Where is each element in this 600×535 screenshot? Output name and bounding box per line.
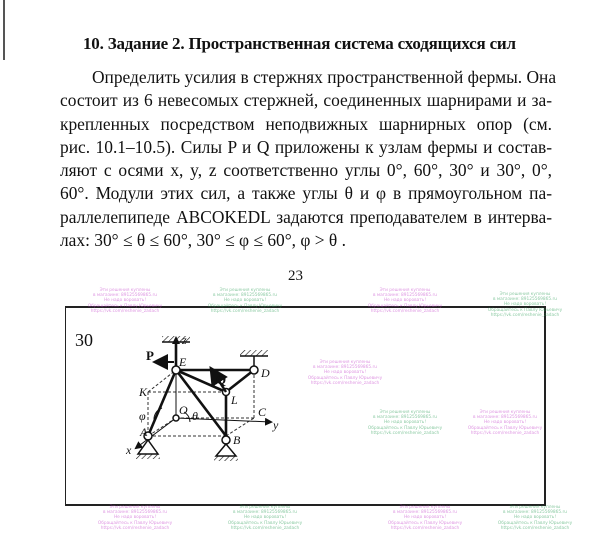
watermark-stamp: Эти решения куплены в магазине: 89125569865.ru Не надо воровать! Обращайтесь к Павлу Юрьевичу https://vk.com/reshenie_zadach	[207, 288, 283, 314]
watermark-stamp: Эти решения куплены в магазине: 89125569865.ru Не надо воровать! Обращайтесь к Павлу Юрьевичу https://vk.com/reshenie_zadach	[87, 288, 163, 314]
label-e: E	[179, 355, 187, 369]
paragraph-line: раллелепипеде ABCOKEDL задаются преподавателем в интерва-	[60, 206, 552, 227]
page-number: 23	[288, 268, 303, 284]
paragraph-line: 60°. Модули этих сил, а также углы θ и φ в прямоугольном па-	[60, 183, 552, 204]
scan-edge-line	[3, 0, 5, 60]
label-z: z	[182, 333, 187, 347]
watermark-stamp: Эти решения куплены в магазине: 89125569865.ru Не надо воровать! Обращайтесь к Павлу Юрьевичу https://vk.com/reshenie_zadach	[307, 360, 383, 386]
watermark-stamp: Эти решения куплены в магазине: 89125569865.ru Не надо воровать! Обращайтесь к Павлу Юрьевичу https://vk.com/reshenie_zadach	[97, 505, 173, 531]
figure-number: 30	[75, 330, 93, 350]
paragraph-line: лах: 30° ≤ θ ≤ 60°, 30° ≤ φ ≤ 60°, φ > θ .	[60, 230, 346, 251]
paragraph-line: ляют с осями x, y, z соответственно углы 0°, 60°, 30° и 30°, 0°,	[60, 160, 552, 181]
label-b: B	[233, 433, 241, 447]
label-theta: θ	[192, 409, 198, 423]
label-p: P	[146, 348, 154, 363]
label-q: Q	[216, 372, 227, 387]
truss-rods	[148, 342, 254, 436]
watermark-stamp: Эти решения куплены в магазине: 89125569865.ru Не надо воровать! Обращайтесь к Павлу Юрьевичу https://vk.com/reshenie_zadach	[467, 410, 543, 436]
truss-diagram	[66, 308, 544, 504]
watermark-stamp: Эти решения куплены в магазине: 89125569865.ru Не надо воровать! Обращайтесь к Павлу Юрьевичу https://vk.com/reshenie_zadach	[387, 505, 463, 531]
label-y: y	[273, 418, 279, 432]
paragraph-line: Определить усилия в стержнях пространственной фермы. Она	[92, 67, 557, 87]
watermark-stamp: Эти решения куплены в магазине: 89125569865.ru Не надо воровать! Обращайтесь к Павлу Юрьевичу https://vk.com/reshenie_zadach	[487, 292, 563, 318]
label-c: C	[258, 405, 267, 419]
label-o: O	[179, 403, 188, 417]
label-phi: φ	[139, 409, 146, 423]
label-d: D	[261, 366, 270, 380]
label-a: A	[140, 425, 148, 439]
watermark-stamp: Эти решения куплены в магазине: 89125569865.ru Не надо воровать! Обращайтесь к Павлу Юрьевичу https://vk.com/reshenie_zadach	[367, 410, 443, 436]
paragraph-line: состоит из 6 невесомых стержней, соединенных шарнирами и за-	[60, 90, 552, 111]
label-x: x	[126, 443, 132, 457]
section-heading: 10. Задание 2. Пространственная система сходящихся сил	[83, 34, 516, 53]
truss-figure	[65, 306, 546, 506]
label-k: K	[139, 385, 148, 399]
paragraph-line: крепленных посредством неподвижных шарнирных опор (см.	[60, 113, 552, 134]
watermark-stamp: Эти решения куплены в магазине: 89125569865.ru Не надо воровать! Обращайтесь к Павлу Юрьевичу https://vk.com/reshenie_zadach	[367, 288, 443, 314]
paragraph-line: рис. 10.1–10.5). Силы P и Q приложены к узлам фермы и состав-	[60, 136, 552, 157]
watermark-stamp: Эти решения куплены в магазине: 89125569865.ru Не надо воровать! Обращайтесь к Павлу Юрьевичу https://vk.com/reshenie_zadach	[497, 505, 573, 531]
label-l: L	[231, 393, 238, 407]
task-paragraph	[60, 66, 557, 252]
watermark-stamp: Эти решения куплены в магазине: 89125569865.ru Не надо воровать! Обращайтесь к Павлу Юрьевичу https://vk.com/reshenie_zadach	[227, 505, 303, 531]
